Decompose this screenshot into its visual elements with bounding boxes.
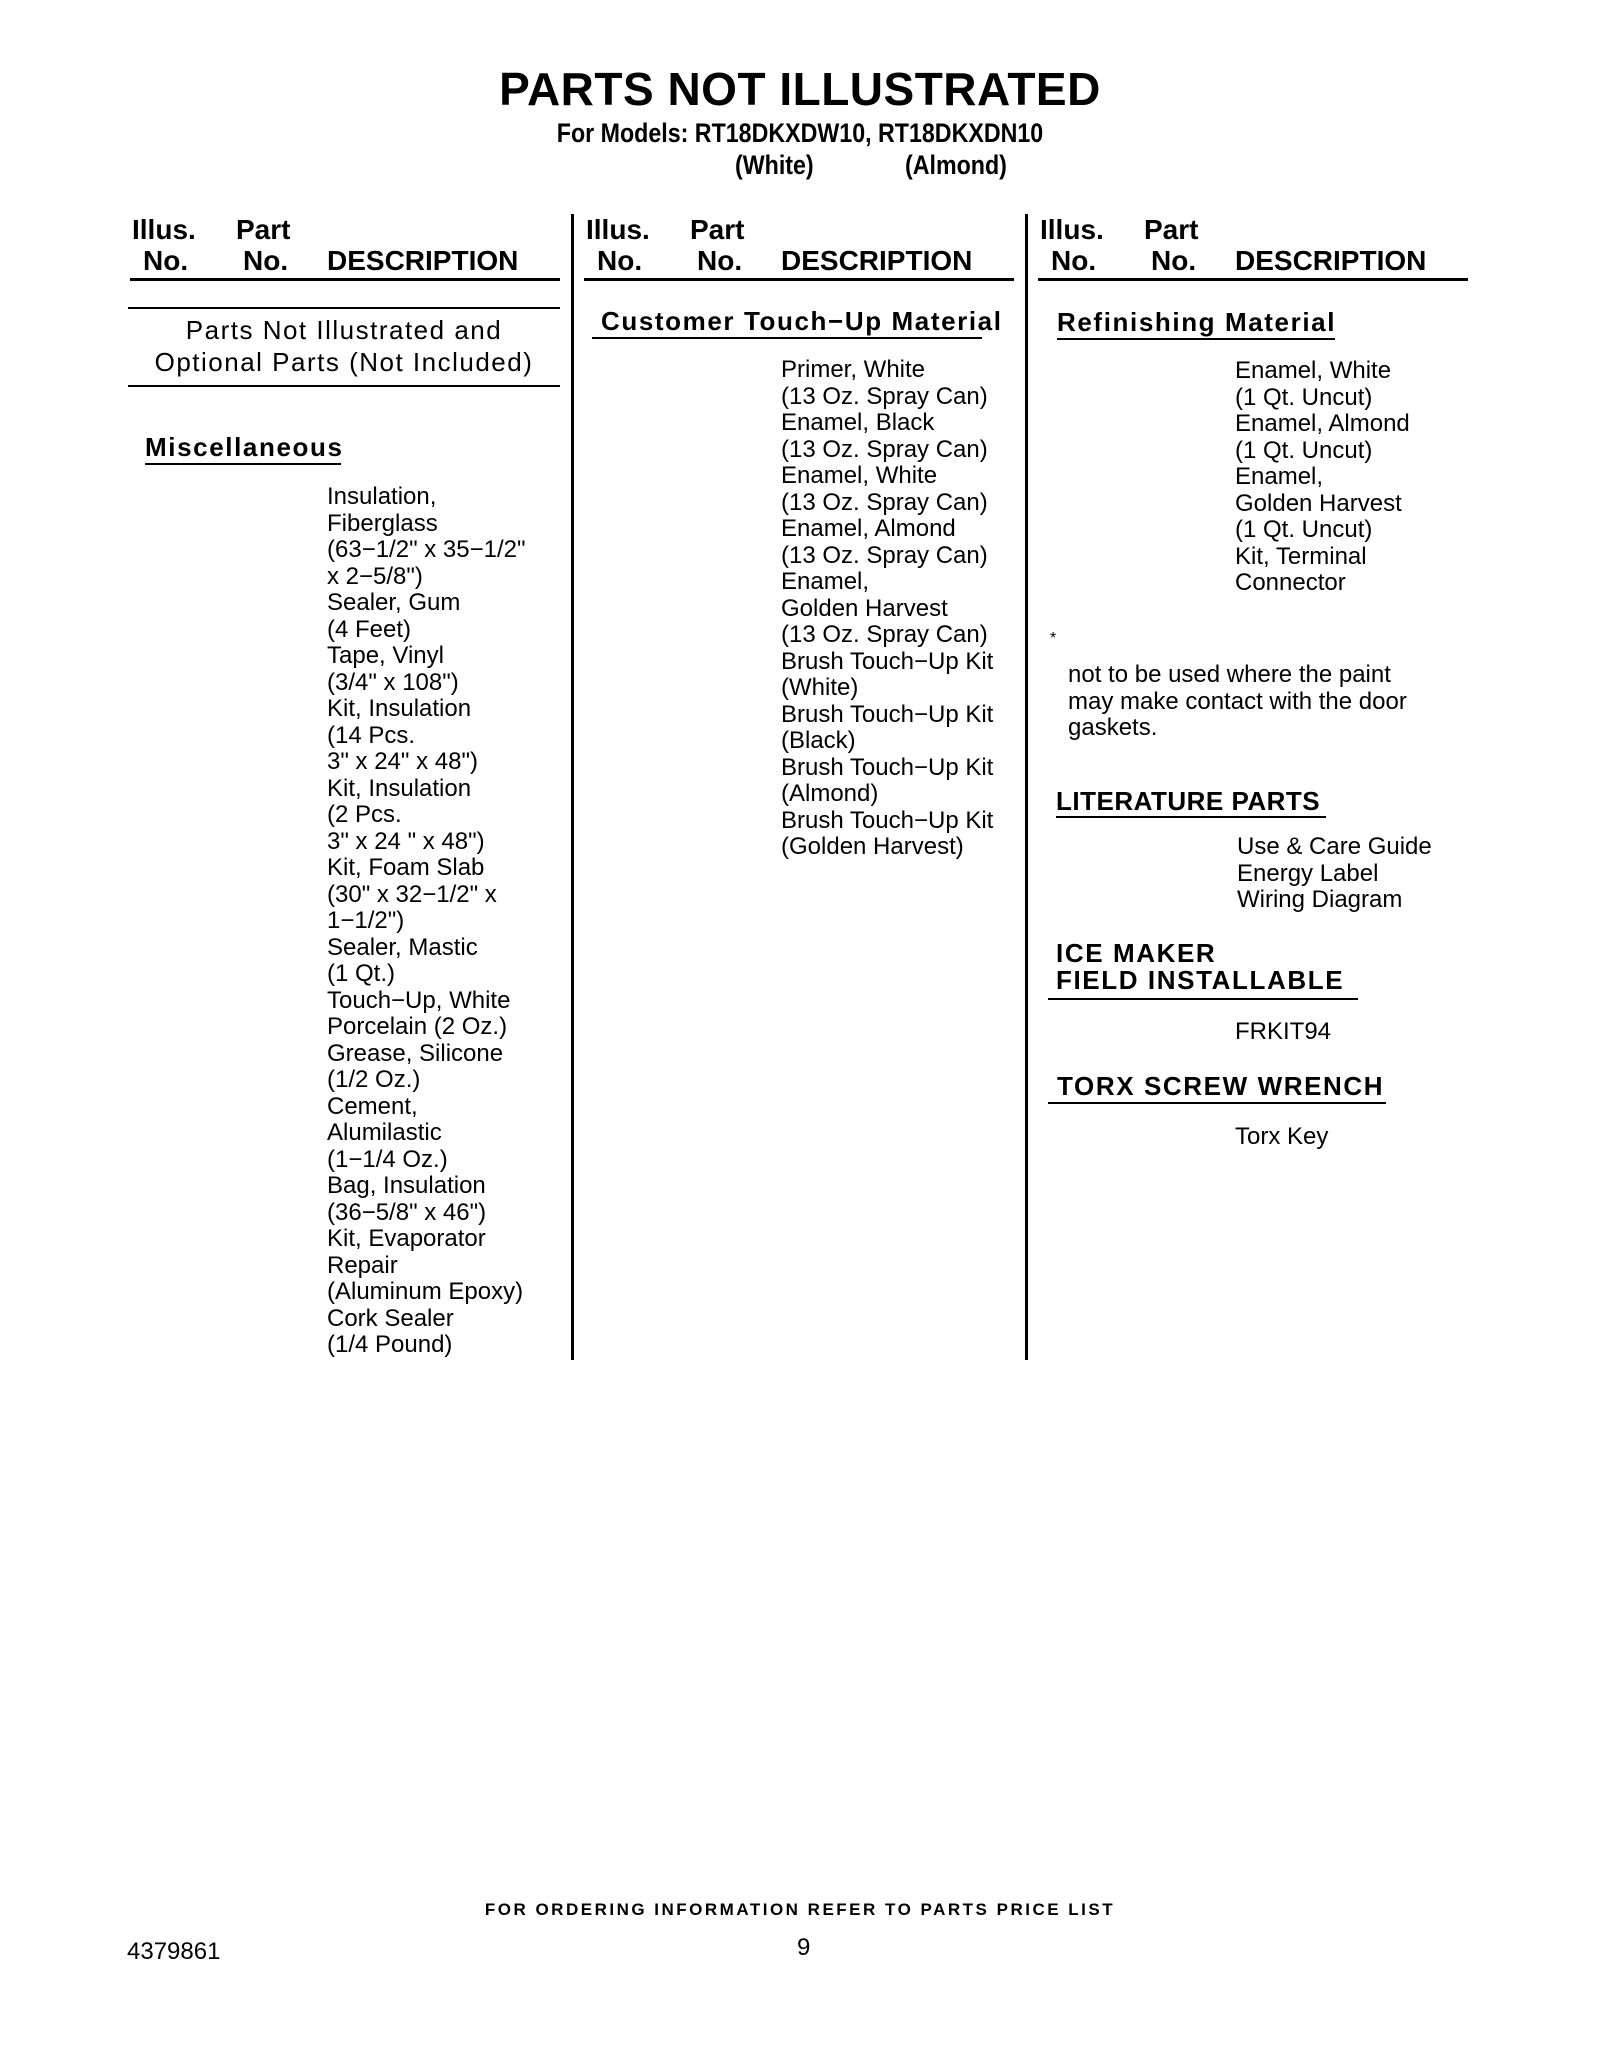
box-line-2: Optional Parts (Not Included)	[154, 347, 534, 377]
models-subtitle: For Models: RT18DKXDW10, RT18DKXDN10	[556, 118, 1044, 148]
description-label: DESCRIPTION	[1235, 245, 1427, 276]
part-no-label: No.	[243, 245, 289, 276]
box-top-rule	[128, 307, 560, 309]
part-description: Sealer, Gum (4 Feet)	[327, 589, 461, 643]
paint-note: not to be used where the paint may make contact with the door gaskets.	[1068, 661, 1407, 741]
part-description: Brush Touch−Up Kit (Almond)	[781, 753, 994, 807]
part-description: Kit, Foam Slab (30" x 32−1/2" x 1−1/2")	[327, 854, 497, 934]
illus-no-label: No.	[143, 245, 189, 276]
part-description: Tape, Vinyl (3/4" x 108")	[327, 642, 459, 696]
description-label: DESCRIPTION	[781, 245, 973, 276]
section-miscellaneous: Miscellaneous	[145, 432, 344, 462]
illus-no-label: No.	[597, 245, 643, 276]
part-description: Brush Touch−Up Kit (White)	[781, 647, 994, 701]
section-ice-maker-underline	[1048, 998, 1358, 1000]
illus-label: Illus.	[586, 214, 650, 245]
color-almond-label: (Almond)	[905, 150, 1007, 180]
section-literature-underline	[1056, 816, 1326, 818]
note-asterisk: *	[1050, 630, 1057, 647]
page-number: 9	[797, 1934, 811, 1961]
section-torx-underline	[1048, 1102, 1386, 1104]
header-underline-2	[584, 278, 1014, 281]
part-description: Torx Key	[1235, 1123, 1329, 1150]
description-label: DESCRIPTION	[327, 245, 519, 276]
part-description: Kit, Insulation (14 Pcs. 3" x 24" x 48")	[327, 695, 478, 775]
part-description: Enamel, Almond (13 Oz. Spray Can)	[781, 515, 988, 569]
part-description: Bag, Insulation (36−5/8" x 46")	[327, 1172, 487, 1226]
part-description: Enamel, White (1 Qt. Uncut)	[1235, 357, 1392, 411]
part-no-label: No.	[697, 245, 743, 276]
section-literature: LITERATURE PARTS	[1056, 786, 1321, 816]
color-white-label: (White)	[735, 150, 814, 180]
part-label: Part	[236, 214, 291, 245]
section-miscellaneous-underline	[145, 463, 341, 465]
part-description: FRKIT94	[1235, 1018, 1332, 1045]
box-bottom-rule	[128, 385, 560, 387]
part-description: Enamel, Golden Harvest (13 Oz. Spray Can)	[781, 568, 988, 648]
part-description: Energy Label	[1237, 859, 1379, 887]
part-label: Part	[690, 214, 745, 245]
part-description: Brush Touch−Up Kit (Black)	[781, 700, 994, 754]
part-description: Enamel, White (13 Oz. Spray Can)	[781, 462, 988, 516]
section-refinishing: Refinishing Material	[1057, 307, 1337, 337]
part-description: Grease, Silicone (1/2 Oz.)	[327, 1039, 504, 1093]
part-description: Sealer, Mastic (1 Qt.)	[327, 933, 478, 987]
part-description: Wiring Diagram	[1237, 886, 1403, 913]
box-line-1: Parts Not Illustrated and	[185, 315, 503, 345]
not-illustrated-box	[128, 314, 560, 378]
illus-label: Illus.	[132, 214, 196, 245]
part-description: Touch−Up, White Porcelain (2 Oz.)	[327, 986, 511, 1040]
header-underline-3	[1038, 278, 1468, 281]
column-divider-2	[1025, 214, 1028, 1360]
part-description: Enamel, Black (13 Oz. Spray Can)	[781, 409, 988, 463]
part-description: Enamel, Almond (1 Qt. Uncut)	[1235, 410, 1410, 464]
part-description: Use & Care Guide	[1237, 833, 1432, 860]
part-description: Enamel, Golden Harvest (1 Qt. Uncut)	[1235, 463, 1402, 543]
part-description: Cork Sealer (1/4 Pound)	[327, 1304, 454, 1358]
page-title: PARTS NOT ILLUSTRATED	[499, 63, 1101, 115]
header-underline-1	[130, 278, 560, 281]
part-description: Kit, Evaporator Repair (Aluminum Epoxy)	[327, 1225, 524, 1305]
section-touch-up-underline	[592, 337, 982, 339]
part-description: Kit, Terminal Connector	[1235, 542, 1367, 596]
ordering-footer: FOR ORDERING INFORMATION REFER TO PARTS PRICE LIST	[484, 1900, 1116, 1919]
illus-label: Illus.	[1040, 214, 1104, 245]
part-description: Primer, White (13 Oz. Spray Can)	[781, 356, 988, 410]
section-refinishing-underline	[1057, 338, 1335, 340]
column-divider-1	[571, 214, 574, 1360]
part-no-label: No.	[1151, 245, 1197, 276]
illus-no-label: No.	[1051, 245, 1097, 276]
part-description: Insulation, Fiberglass (63−1/2" x 35−1/2" x 2−5/8")	[327, 483, 526, 590]
section-touch-up: Customer Touch−Up Material	[601, 306, 1003, 336]
part-description: Kit, Insulation (2 Pcs. 3" x 24 " x 48")	[327, 774, 485, 855]
part-label: Part	[1144, 214, 1199, 245]
section-ice-maker	[1056, 940, 1344, 994]
section-torx: TORX SCREW WRENCH	[1057, 1071, 1385, 1101]
part-description: Brush Touch−Up Kit (Golden Harvest)	[781, 806, 994, 860]
section-ice-maker-line-1: ICE MAKER	[1056, 938, 1217, 968]
document-number: 4379861	[127, 1938, 221, 1965]
section-ice-maker-line-2: FIELD INSTALLABLE	[1056, 965, 1345, 995]
part-description: Cement, Alumilastic (1−1/4 Oz.)	[327, 1092, 448, 1173]
